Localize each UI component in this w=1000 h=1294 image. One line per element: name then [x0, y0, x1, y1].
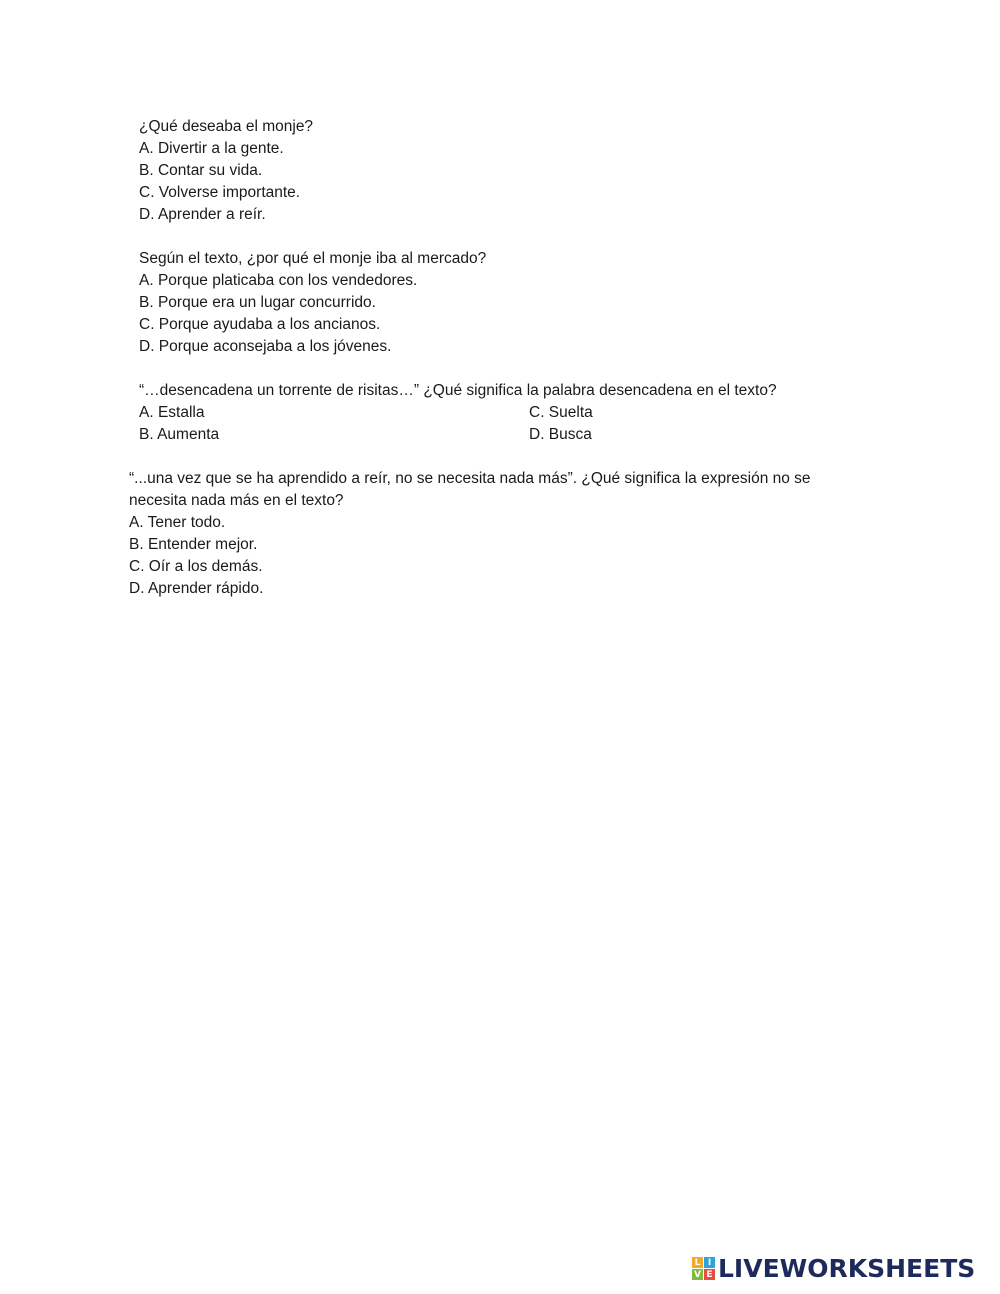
logo-mark-letter-l: L: [692, 1257, 703, 1268]
question-1-prompt: ¿Qué deseaba el monje?: [139, 118, 314, 135]
question-4-option-a[interactable]: A. Tener todo.: [129, 514, 226, 531]
question-2-option-b[interactable]: B. Porque era un lugar concurrido.: [139, 294, 376, 311]
question-4-prompt-line-2: necesita nada más en el texto?: [129, 492, 344, 509]
question-1-option-b[interactable]: B. Contar su vida.: [139, 162, 263, 179]
liveworksheets-logo-text: LIVEWORKSHEETS: [718, 1254, 976, 1283]
question-4-prompt-line-1: “...una vez que se ha aprendido a reír, no se necesita nada más”. ¿Qué significa la expresión no se: [129, 470, 811, 487]
question-2-option-a[interactable]: A. Porque platicaba con los vendedores.: [139, 272, 418, 289]
question-2-prompt: Según el texto, ¿por qué el monje iba al mercado?: [139, 250, 487, 267]
question-2-option-c[interactable]: C. Porque ayudaba a los ancianos.: [139, 316, 381, 333]
logo-mark-letter-i: I: [704, 1257, 715, 1268]
liveworksheets-logo-mark-icon: [692, 1257, 716, 1281]
question-3-option-b[interactable]: B. Aumenta: [139, 426, 220, 443]
question-1-option-a[interactable]: A. Divertir a la gente.: [139, 140, 284, 157]
question-4-option-d[interactable]: D. Aprender rápido.: [129, 580, 264, 597]
question-4-option-c[interactable]: C. Oír a los demás.: [129, 558, 263, 575]
question-3-option-a[interactable]: A. Estalla: [139, 404, 205, 421]
question-3-prompt: “…desencadena un torrente de risitas…” ¿Qué significa la palabra desencadena en el texto?: [139, 382, 777, 399]
question-1-option-d[interactable]: D. Aprender a reír.: [139, 206, 266, 223]
question-3-option-c[interactable]: C. Suelta: [529, 404, 593, 421]
question-1-option-c[interactable]: C. Volverse importante.: [139, 184, 301, 201]
liveworksheets-logo: [692, 1253, 975, 1285]
question-4-option-b[interactable]: B. Entender mejor.: [129, 536, 258, 553]
question-2-option-d[interactable]: D. Porque aconsejaba a los jóvenes.: [139, 338, 392, 355]
logo-mark-letter-v: V: [692, 1269, 703, 1280]
question-3-option-d[interactable]: D. Busca: [529, 426, 592, 443]
logo-mark-letter-e: E: [704, 1269, 715, 1280]
